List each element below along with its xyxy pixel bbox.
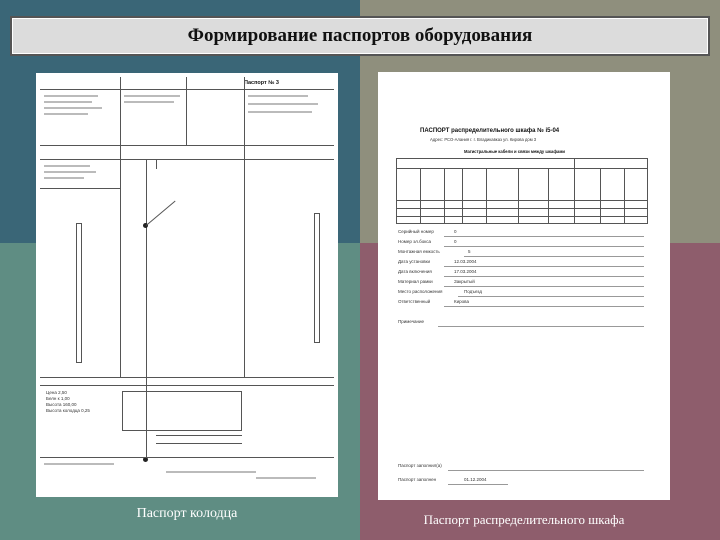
slide-title: Формирование паспортов оборудования <box>187 25 533 46</box>
well-passport-image <box>36 73 338 497</box>
cabinet-section-title: Магистральные кабели и связи между шкафами <box>464 149 565 154</box>
cabinet-passport-image <box>378 72 670 500</box>
cabinet-passport-caption: Паспорт распределительного шкафа <box>423 512 625 527</box>
cabinet-row-value-2: 0 <box>454 239 457 244</box>
well-passport-heading: Паспорт № 3 <box>244 80 279 86</box>
cabinet-footer-compiled-label: Паспорт заполнил(а) <box>398 463 442 468</box>
cabinet-row-label-9: Примечание <box>398 319 425 324</box>
cabinet-row-value-7: Подъезд <box>464 289 482 294</box>
well-passport-caption: Паспорт колодца <box>136 506 238 521</box>
well-field-4: Высота колодца 0,25 <box>46 408 90 413</box>
cabinet-row-value-3: 5 <box>468 249 471 254</box>
cabinet-row-label-5: Дата включения <box>398 269 432 274</box>
cabinet-row-value-4: 12.03.2004 <box>454 259 477 264</box>
cabinet-row-label-8: Ответственный <box>398 299 431 304</box>
cabinet-row-value-6: Закрытый <box>454 279 475 284</box>
cabinet-footer-date-label: Паспорт заполнен <box>398 477 437 482</box>
well-field-3: Высота 160,00 <box>46 402 77 407</box>
cabinet-passport-heading: ПАСПОРТ распределительного шкафа № i5-04 <box>420 128 560 134</box>
cabinet-address: Адрес: РСО-Алания г. г. Владикавказ ул. Кирова дом 3 <box>430 137 537 142</box>
cabinet-footer-date-value: 01.12.2004 <box>464 477 487 482</box>
cabinet-row-label-7: Место расположения <box>398 289 443 294</box>
cabinet-row-value-1: 0 <box>454 229 457 234</box>
well-field-2: Белн к 1,00 <box>46 396 70 401</box>
well-field-1: Цена 2,50 <box>46 390 67 395</box>
slide-title-bar <box>10 16 710 56</box>
cabinet-row-value-5: 17.03.2004 <box>454 269 477 274</box>
cabinet-row-label-1: Серийный номер <box>398 229 434 234</box>
cabinet-row-value-8: Кирова <box>454 299 469 304</box>
cabinet-row-label-2: Номер эл.бокса <box>398 239 432 244</box>
cabinet-row-label-6: Материал рамки <box>398 279 433 284</box>
cabinet-row-label-3: Монтажная емкость <box>398 249 440 254</box>
cabinet-row-label-4: Дата установки <box>398 259 431 264</box>
